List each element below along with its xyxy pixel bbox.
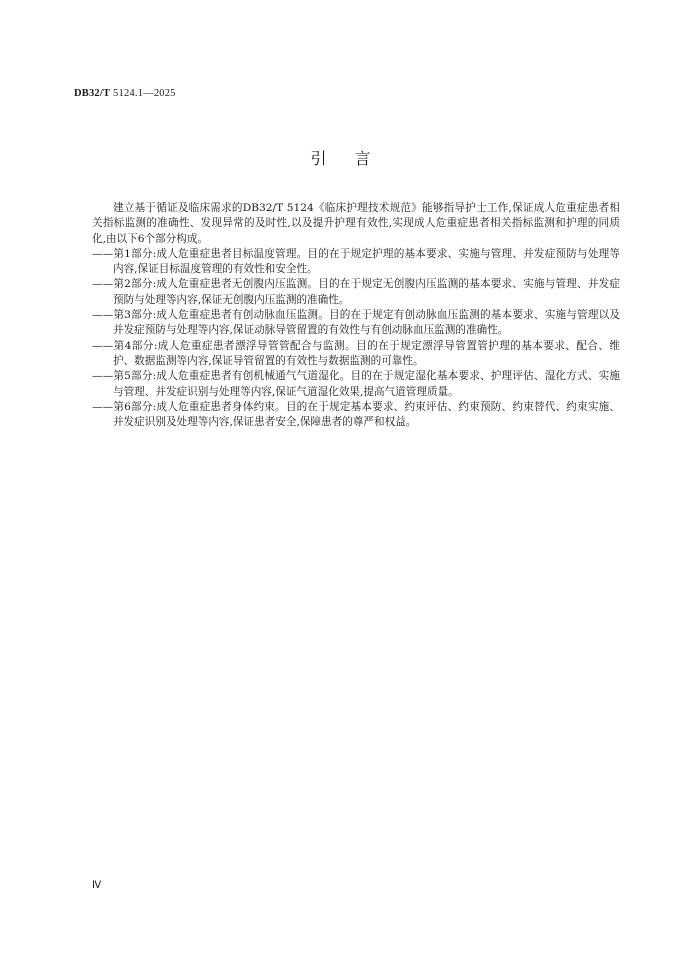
standard-code-number: 5124.1—2025 xyxy=(110,88,176,99)
list-item-part-2: ——第2部分:成人危重症患者无创腹内压监测。目的在于规定无创腹内压监测的基本要求、实施与管理、并发症预防与处理等内容,保证无创腹内压监测的准确性。 xyxy=(92,278,620,306)
list-item-part-1: ——第1部分:成人危重症患者目标温度管理。目的在于规定护理的基本要求、实施与管理、并发症预防与处理等内容,保证目标温度管理的有效性和安全性。 xyxy=(92,247,620,276)
standard-code-prefix: DB32/T xyxy=(74,88,111,99)
standard-code xyxy=(74,88,176,99)
intro-paragraph: 建立基于循证及临床需求的DB32/T 5124《临床护理技术规范》能够指导护士工作,保证成人危重症患者相关指标监测的准确性、发现异常的及时性,以及提升护理有效性,实现成人危重症患者相关指标监测和护理的同质化,由以下6个部分构成。 xyxy=(92,202,620,245)
list-item-part-6: ——第6部分:成人危重症患者身体约束。目的在于规定基本要求、约束评估、约束预防、约束替代、约束实施、并发症识别及处理等内容,保证患者安全,保障患者的尊严和权益。 xyxy=(92,400,620,429)
page-title: 引言 xyxy=(310,149,399,168)
list-item-part-4: ——第4部分:成人危重症患者漂浮导管管配合与监测。目的在于规定漂浮导管置管护理的基本要求、配合、维护、数据监测等内容,保证导管留置的有效性与数据监测的可靠性。 xyxy=(92,339,620,367)
body-text xyxy=(92,201,620,430)
page-number: Ⅳ xyxy=(92,880,102,891)
list-item-part-3: ——第3部分:成人危重症患者有创动脉血压监测。目的在于规定有创动脉血压监测的基本要求、实施与管理以及并发症预防与处理等内容,保证动脉导管留置的有效性与有创动脉血压监测的准确性。 xyxy=(92,309,620,337)
parts-list xyxy=(92,247,620,431)
list-item-part-5: ——第5部分:成人危重症患者有创机械通气气道湿化。目的在于规定湿化基本要求、护理评估、湿化方式、实施与管理、并发症识别与处理等内容,保证气道湿化效果,提高气道管理质量。 xyxy=(92,370,620,398)
